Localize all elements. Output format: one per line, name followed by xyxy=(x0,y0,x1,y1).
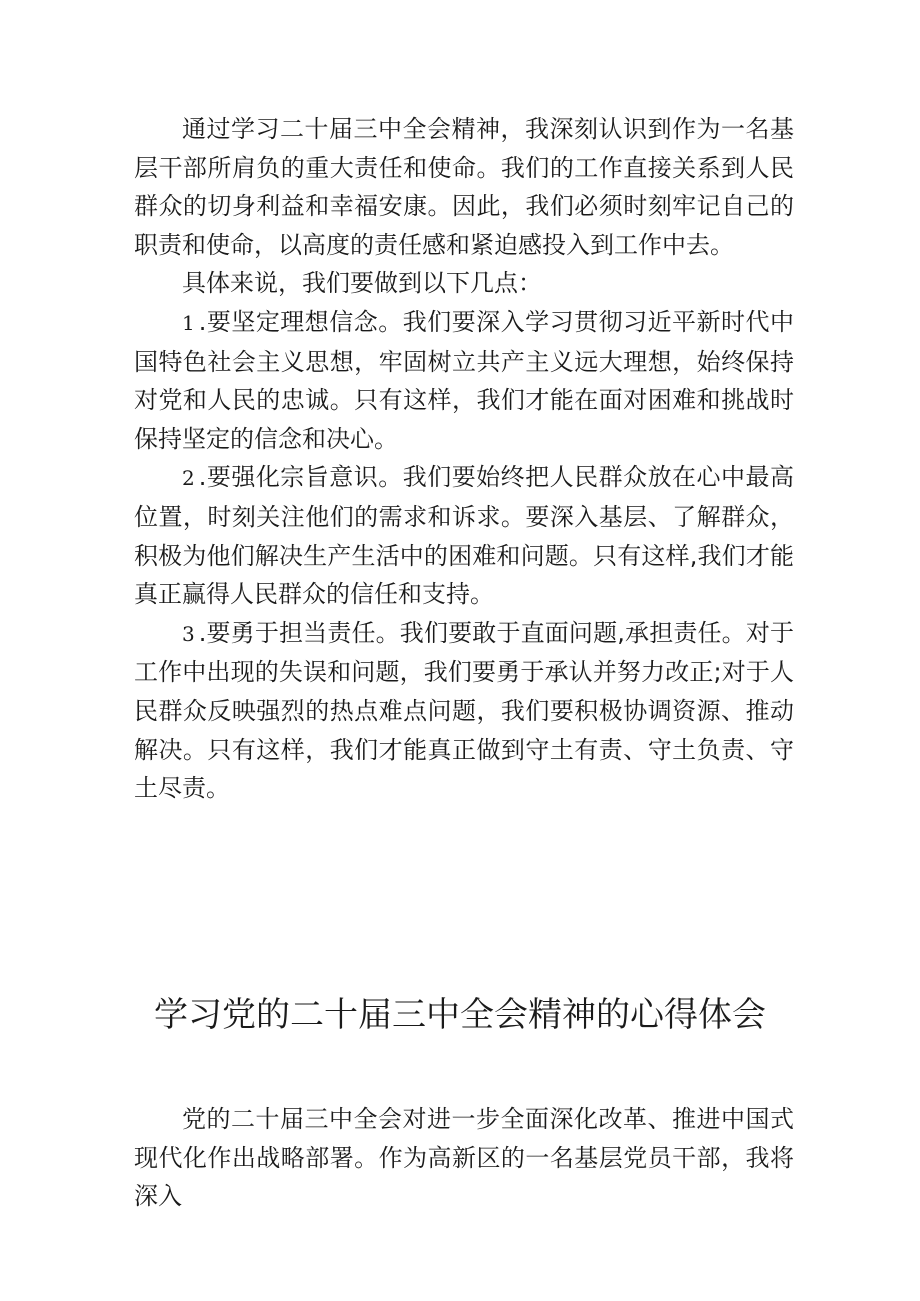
point-item xyxy=(134,303,794,458)
document-body xyxy=(134,110,794,808)
point-text: .要勇于担当责任。我们要敢于直面问题,承担责任。对于工作中出现的失误和问题，我们要勇于承认并努力改正;对于人民群众反映强烈的热点难点问题，我们要积极协调资源、推动解决。只有这样，我们才能真正做到守土有责、守土负责、守土尽责。 xyxy=(134,618,794,803)
point-item xyxy=(134,458,794,613)
point-number: 2 xyxy=(182,466,195,491)
point-text: .要强化宗旨意识。我们要始终把人民群众放在心中最高位置，时刻关注他们的需求和诉求。要深入基层、了解群众，积极为他们解决生产生活中的困难和问题。只有这样,我们才能真正赢得人民群众的信任和支持。 xyxy=(134,463,794,609)
section-body xyxy=(134,1100,794,1216)
lead-in-paragraph: 具体来说，我们要做到以下几点： xyxy=(182,269,542,298)
point-number: 3 xyxy=(182,621,195,646)
section-paragraph: 党的二十届三中全会对进一步全面深化改革、推进中国式现代化作出战略部署。作为高新区的一名基层党员干部，我将深入 xyxy=(134,1105,794,1211)
section-title: 学习党的二十届三中全会精神的心得体会 xyxy=(154,995,766,1035)
point-item xyxy=(134,614,794,808)
intro-paragraph: 通过学习二十届三中全会精神，我深刻认识到作为一名基层干部所肩负的重大责任和使命。我们的工作直接关系到人民群众的切身利益和幸福安康。因此，我们必须时刻牢记自己的职责和使命，以高度的责任感和紧迫感投入到工作中去。 xyxy=(134,115,794,259)
point-number: 1 xyxy=(182,310,195,335)
point-text: .要坚定理想信念。我们要深入学习贯彻习近平新时代中国特色社会主义思想，牢固树立共产主义远大理想，始终保持对党和人民的忠诚。只有这样，我们才能在面对困难和挑战时保持坚定的信念和决心。 xyxy=(134,307,794,453)
